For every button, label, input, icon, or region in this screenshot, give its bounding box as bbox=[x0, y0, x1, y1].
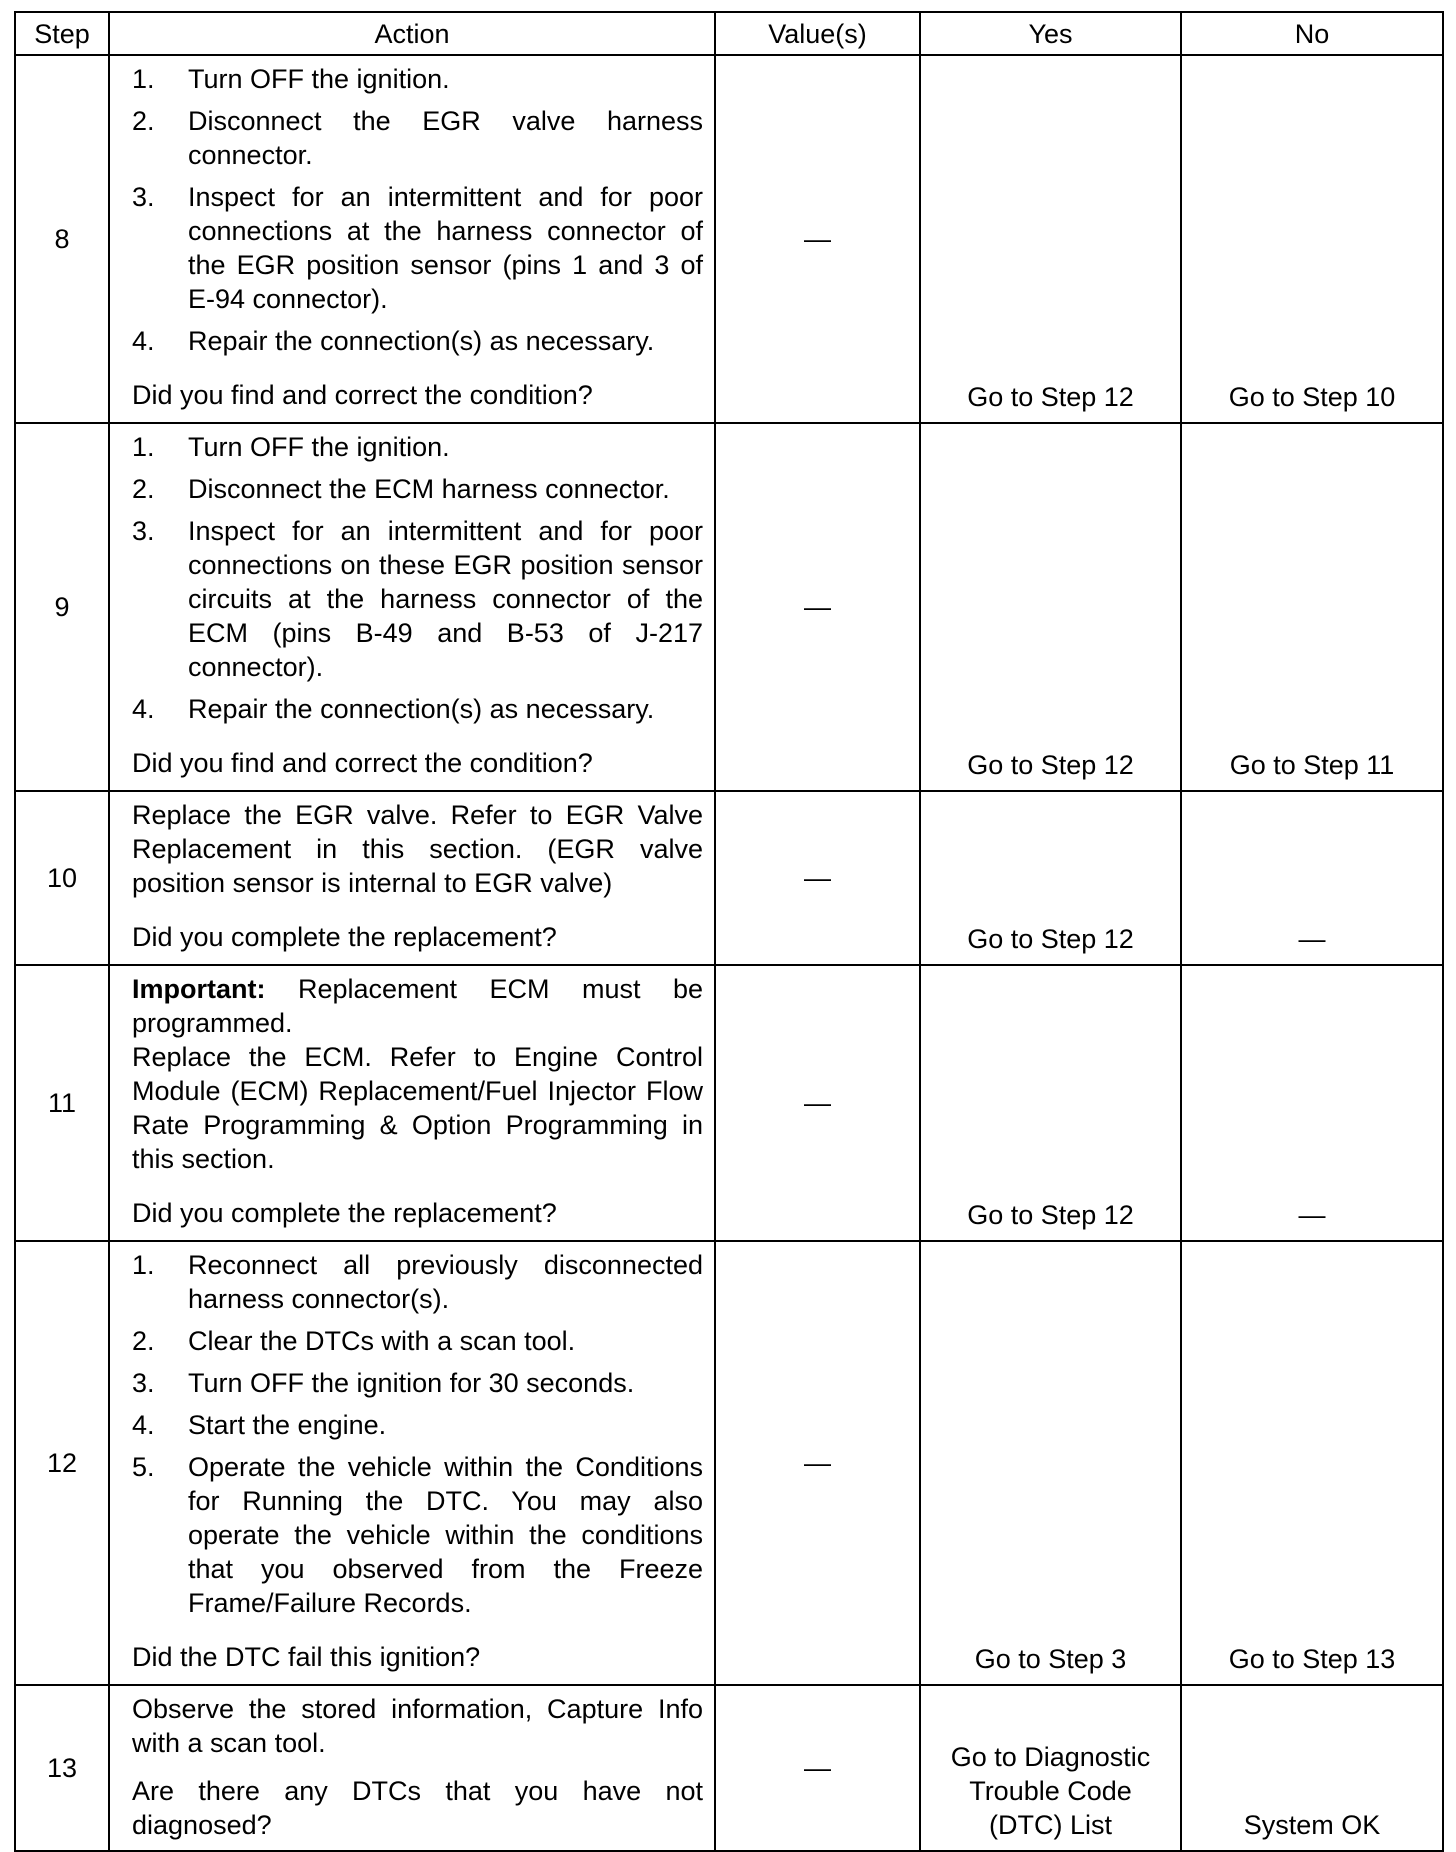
yes-result: Go to Step 12 bbox=[967, 1200, 1134, 1230]
question: Are there any DTCs that you have not diagnosed? bbox=[132, 1776, 703, 1840]
yes-result: Go to Diagnostic Trouble Code (DTC) List bbox=[950, 1742, 1151, 1840]
yes-cell bbox=[920, 1241, 1181, 1685]
step-number: 12 bbox=[15, 1241, 109, 1685]
yes-cell bbox=[920, 791, 1181, 965]
instruction-text: Replace the ECM. Refer to Engine Control Module (ECM) Replacement/Fuel Injector Flow Rate Programming & Option Programming in this section. bbox=[132, 1042, 703, 1174]
yes-result: Go to Step 12 bbox=[967, 382, 1134, 412]
list-item: 4. Start the engine. bbox=[132, 1410, 387, 1440]
action-cell bbox=[109, 1241, 715, 1685]
diagnostic-table-page bbox=[14, 11, 1444, 1852]
yes-result: Go to Step 12 bbox=[967, 924, 1134, 954]
header-values: Value(s) bbox=[715, 12, 920, 55]
list-item: 1. Turn OFF the ignition. bbox=[132, 432, 450, 462]
table-row bbox=[15, 1241, 1443, 1685]
yes-cell bbox=[920, 965, 1181, 1241]
list-item: 1. Turn OFF the ignition. bbox=[132, 64, 450, 94]
action-cell bbox=[109, 965, 715, 1241]
no-result: — bbox=[1298, 1200, 1326, 1230]
value-cell: — bbox=[715, 55, 920, 423]
no-cell bbox=[1181, 55, 1443, 423]
list-item: 2. Disconnect the ECM harness connector. bbox=[132, 474, 670, 504]
value-cell: — bbox=[715, 1241, 920, 1685]
important-note bbox=[132, 972, 703, 1040]
yes-cell bbox=[920, 1685, 1181, 1851]
yes-cell bbox=[920, 55, 1181, 423]
list-item: 4. Repair the connection(s) as necessary. bbox=[132, 326, 655, 356]
list-item: 2. Disconnect the EGR valve harness connector. bbox=[132, 106, 703, 170]
header-row bbox=[15, 12, 1443, 55]
question: Did you complete the replacement? bbox=[132, 922, 557, 952]
header-no: No bbox=[1181, 12, 1443, 55]
important-text: Replacement ECM must be programmed. bbox=[132, 974, 703, 1038]
question: Did you complete the replacement? bbox=[132, 1198, 557, 1228]
yes-cell bbox=[920, 423, 1181, 791]
action-cell bbox=[109, 423, 715, 791]
list-item: 4. Repair the connection(s) as necessary. bbox=[132, 694, 655, 724]
header-yes: Yes bbox=[920, 12, 1181, 55]
yes-result: Go to Step 12 bbox=[967, 750, 1134, 780]
table-row bbox=[15, 965, 1443, 1241]
step-number: 8 bbox=[15, 55, 109, 423]
no-result: — bbox=[1298, 924, 1326, 954]
no-cell bbox=[1181, 791, 1443, 965]
step-number: 9 bbox=[15, 423, 109, 791]
step-number: 13 bbox=[15, 1685, 109, 1851]
value-cell: — bbox=[715, 1685, 920, 1851]
header-action: Action bbox=[109, 12, 715, 55]
no-result: System OK bbox=[1243, 1810, 1381, 1840]
action-cell bbox=[109, 1685, 715, 1851]
question: Did you find and correct the condition? bbox=[132, 380, 593, 410]
action-cell bbox=[109, 791, 715, 965]
table-row bbox=[15, 1685, 1443, 1851]
step-number: 10 bbox=[15, 791, 109, 965]
list-item: 2. Clear the DTCs with a scan tool. bbox=[132, 1326, 576, 1356]
action-cell bbox=[109, 55, 715, 423]
value-cell: — bbox=[715, 423, 920, 791]
instruction-text: Replace the EGR valve. Refer to EGR Valve Replacement in this section. (EGR valve position sensor is internal to EGR valve) bbox=[132, 800, 703, 898]
question: Did the DTC fail this ignition? bbox=[132, 1642, 481, 1672]
list-item: 3. Inspect for an intermittent and for poor connections at the harness connector of the EGR position sensor (pins 1 and 3 of E-94 connector). bbox=[132, 182, 703, 314]
no-cell bbox=[1181, 1241, 1443, 1685]
yes-result: Go to Step 3 bbox=[974, 1644, 1127, 1674]
important-label: Important: bbox=[132, 974, 266, 1004]
list-item: 1. Reconnect all previously disconnected harness connector(s). bbox=[132, 1250, 703, 1314]
table-row bbox=[15, 791, 1443, 965]
table-row bbox=[15, 55, 1443, 423]
list-item: 3. Turn OFF the ignition for 30 seconds. bbox=[132, 1368, 635, 1398]
value-cell: — bbox=[715, 791, 920, 965]
no-cell bbox=[1181, 423, 1443, 791]
list-item: 5. Operate the vehicle within the Conditions for Running the DTC. You may also operate the vehicle within the conditions that you observed from the Freeze Frame/Failure Records. bbox=[132, 1452, 703, 1618]
instruction-text: Observe the stored information, Capture Info with a scan tool. bbox=[132, 1694, 703, 1758]
header-step: Step bbox=[15, 12, 109, 55]
no-result: Go to Step 11 bbox=[1229, 750, 1395, 780]
no-result: Go to Step 13 bbox=[1228, 1644, 1396, 1674]
list-item: 3. Inspect for an intermittent and for poor connections on these EGR position sensor circuits at the harness connector of the ECM (pins B-49 and B-53 of J-217 connector). bbox=[132, 516, 703, 682]
no-cell bbox=[1181, 1685, 1443, 1851]
step-number: 11 bbox=[15, 965, 109, 1241]
no-cell bbox=[1181, 965, 1443, 1241]
question: Did you find and correct the condition? bbox=[132, 748, 593, 778]
no-result: Go to Step 10 bbox=[1228, 382, 1396, 412]
diagnostic-table bbox=[14, 11, 1444, 1852]
value-cell: — bbox=[715, 965, 920, 1241]
table-row bbox=[15, 423, 1443, 791]
